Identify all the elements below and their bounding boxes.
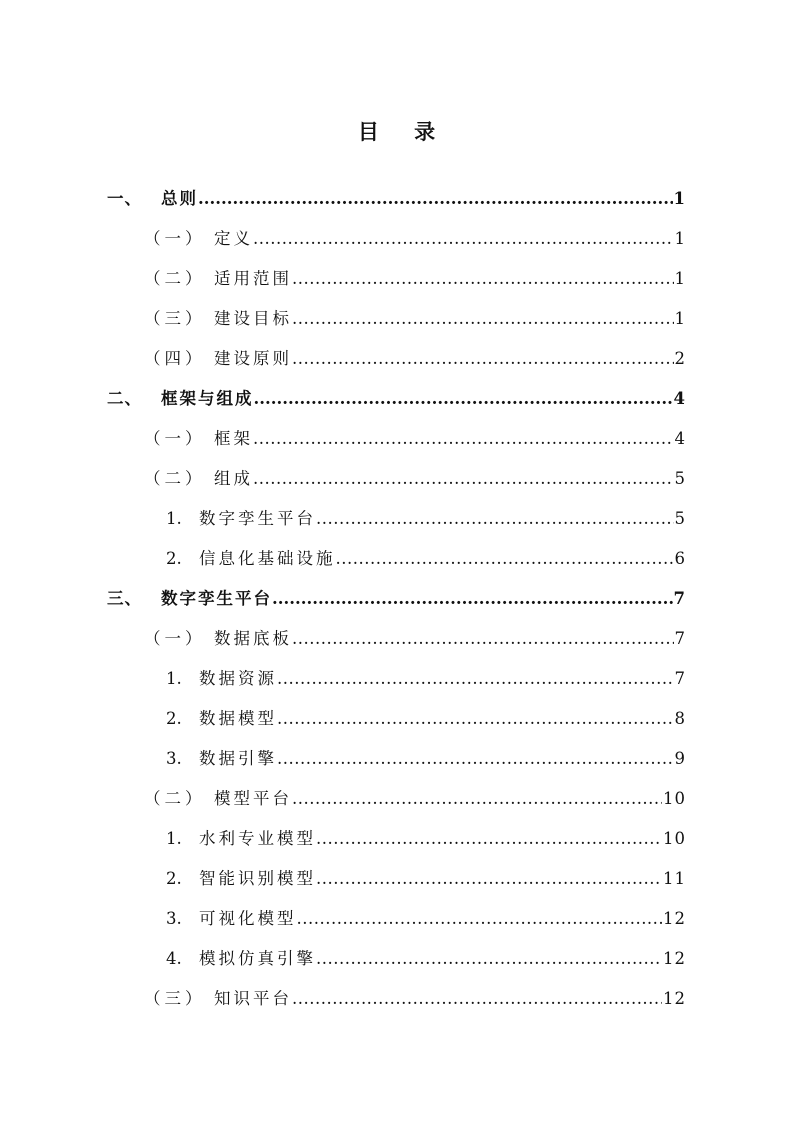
toc-entry-title: 组成 [214,469,253,488]
toc-entry[interactable] [144,972,686,1012]
toc-entry-page-number: 5 [674,469,686,488]
toc-dot-leader [292,986,662,1012]
toc-entry-number: 3. [166,749,182,768]
toc-entry[interactable] [107,172,686,212]
toc-entry-page-number: 12 [663,909,686,928]
toc-entry-page-number: 1 [674,309,686,328]
toc-dot-leader [253,426,674,452]
toc-entry-page-number: 7 [673,589,686,608]
toc-entry-title: 可视化模型 [199,909,297,928]
toc-entry-number: （二） [144,469,206,488]
toc-entry-title: 知识平台 [214,989,292,1008]
toc-entry-title: 数据底板 [214,629,292,648]
toc-dot-leader [316,866,662,892]
toc-entry-page-number: 12 [663,949,686,968]
toc-dot-leader [292,306,674,332]
toc-entry-page-number: 11 [663,869,686,888]
toc-entry-page-number: 2 [674,349,686,368]
toc-entry[interactable] [166,732,686,772]
toc-entry-number: （四） [144,349,206,368]
toc-entry-number: 二、 [107,389,142,408]
toc-entry[interactable] [166,652,686,692]
toc-dot-leader [277,666,674,692]
toc-dot-leader [277,706,674,732]
toc-entry-page-number: 5 [674,509,686,528]
toc-entry-title: 水利专业模型 [199,829,316,848]
toc-dot-leader [336,546,674,572]
toc-entry-page-number: 10 [663,829,686,848]
toc-dot-leader [292,786,662,812]
toc-dot-leader [297,906,663,932]
toc-entry-number: 三、 [107,589,142,608]
toc-entry-page-number: 4 [674,429,686,448]
toc-entry-number: （二） [144,269,206,288]
toc-dot-leader [272,586,673,612]
toc-entry-number: 3. [166,909,182,928]
toc-entry-title: 总则 [161,189,198,208]
toc-dot-leader [316,946,662,972]
toc-entry[interactable] [144,412,686,452]
toc-entry[interactable] [144,252,686,292]
toc-dot-leader [253,466,674,492]
toc-entry[interactable] [144,612,686,652]
toc-entry[interactable] [166,932,686,972]
toc-dot-leader [292,626,674,652]
toc-entry-title: 适用范围 [214,269,292,288]
toc-entry-title: 智能识别模型 [199,869,316,888]
toc-entry-title: 模型平台 [214,789,292,808]
toc-entry-title: 数据引擎 [199,749,277,768]
toc-dot-leader [316,826,662,852]
toc-entry[interactable] [144,332,686,372]
toc-entry[interactable] [166,852,686,892]
toc-entry-title: 数字孪生平台 [161,589,272,608]
toc-title: 目 录 [357,119,450,144]
toc-dot-leader [198,186,673,212]
toc-entry[interactable] [107,372,686,412]
toc-entry-title: 定义 [214,229,253,248]
toc-entry-page-number: 7 [674,669,686,688]
toc-entry-number: 4. [166,949,182,968]
toc-entry-title: 数字孪生平台 [199,509,316,528]
toc-dot-leader [277,746,674,772]
toc-entry-number: （三） [144,989,206,1008]
toc-entry-title: 数据资源 [199,669,277,688]
toc-entry-number: （一） [144,429,206,448]
toc-entry[interactable] [166,492,686,532]
toc-entry-title: 建设目标 [214,309,292,328]
toc-entry[interactable] [166,532,686,572]
toc-entry-title: 数据模型 [199,709,277,728]
toc-entry-page-number: 12 [663,989,686,1008]
toc-entry[interactable] [166,692,686,732]
toc-dot-leader [316,506,674,532]
toc-dot-leader [254,386,673,412]
toc-entry-page-number: 4 [673,389,686,408]
toc-entry-title: 框架与组成 [161,389,254,408]
toc-entry-page-number: 1 [674,229,686,248]
toc-entry-page-number: 9 [674,749,686,768]
toc-entry[interactable] [166,812,686,852]
toc-entry-number: （一） [144,629,206,648]
toc-entry-number: 1. [166,829,182,848]
toc-entry-number: 2. [166,869,182,888]
toc-dot-leader [292,346,674,372]
toc-entry-number: 1. [166,669,182,688]
toc-entry[interactable] [107,572,686,612]
toc-entry[interactable] [166,892,686,932]
toc-entry-page-number: 6 [674,549,686,568]
toc-entry-title: 框架 [214,429,253,448]
toc-entry[interactable] [144,212,686,252]
toc-entry-page-number: 8 [674,709,686,728]
toc-entry-number: （三） [144,309,206,328]
toc-entry-number: 1. [166,509,182,528]
toc-entry-page-number: 1 [673,189,686,208]
toc-entry-number: 2. [166,549,182,568]
toc-dot-leader [292,266,674,292]
toc-entry-page-number: 1 [674,269,686,288]
toc-entry-number: 2. [166,709,182,728]
toc-entry-number: 一、 [107,189,142,208]
toc-entry[interactable] [144,292,686,332]
toc-entry-title: 信息化基础设施 [199,549,336,568]
toc-entry-title: 模拟仿真引擎 [199,949,316,968]
toc-entry[interactable] [144,452,686,492]
toc-dot-leader [253,226,674,252]
toc-entry-title: 建设原则 [214,349,292,368]
toc-entry-number: （二） [144,789,206,808]
toc-entry-page-number: 10 [663,789,686,808]
toc-entry-page-number: 7 [674,629,686,648]
toc-entry-number: （一） [144,229,206,248]
toc-entry[interactable] [144,772,686,812]
